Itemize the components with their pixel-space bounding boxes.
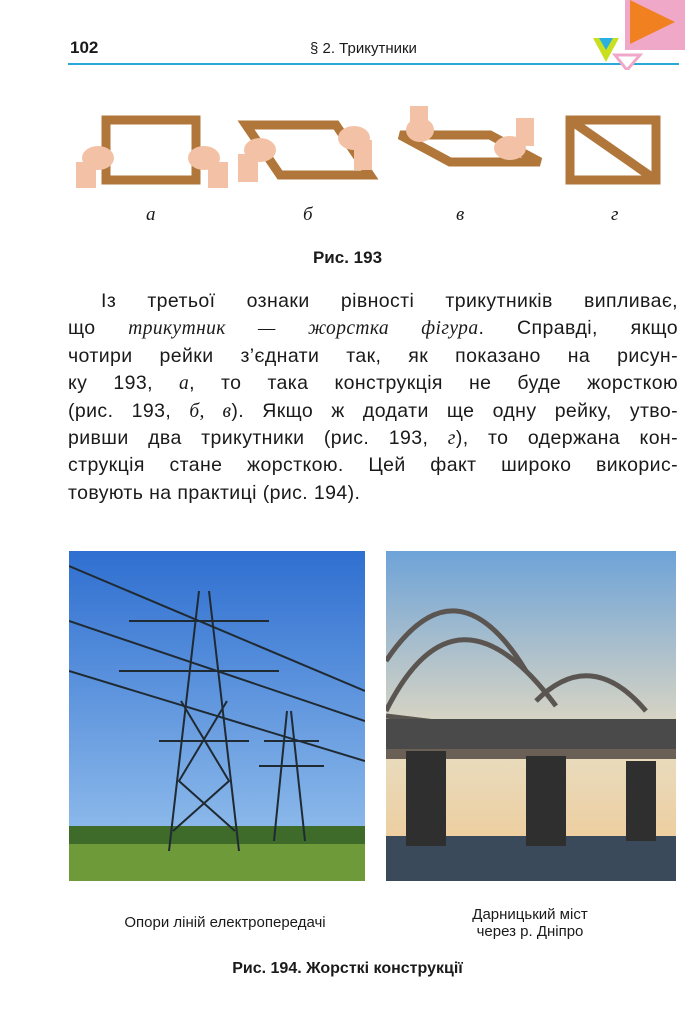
paragraph-line: ку 193, а, то така конструкція не буде жорсткою — [68, 372, 678, 395]
paragraph-line: товують на практиці (рис. 194). — [68, 481, 361, 504]
bridge-photo — [386, 551, 676, 881]
paragraph-line: що трикутник — жорстка фігура. Справді, якщо — [68, 317, 678, 340]
paragraph-line: чотири рейки з’єднати так, як показано на рисун- — [68, 344, 678, 367]
frame-b — [238, 125, 372, 182]
paragraph-line: (рис. 193, б, в). Якщо ж додати ще одну рейку, утво- — [68, 399, 678, 422]
bridge-caption — [420, 906, 640, 940]
frame-a — [76, 120, 228, 188]
paragraph-line: струкція стане жорсткою. Цей факт широко викорис- — [68, 454, 678, 477]
paragraph-line: ривши два трикутники (рис. 193, г), то одержана кон- — [68, 427, 678, 450]
power-tower-caption: Опори ліній електропередачі — [124, 914, 326, 931]
corner-triangles-decoration — [585, 0, 695, 70]
page-number: 102 — [70, 38, 99, 57]
figure-letter-a: а — [146, 204, 156, 225]
bridge-caption-line: через р. Дніпро — [476, 923, 584, 940]
figure-letter-b: б — [303, 204, 313, 225]
figure-193-caption: Рис. 193 — [312, 248, 383, 267]
body-paragraph — [68, 288, 678, 507]
section-title: § 2. Трикутники — [310, 40, 417, 57]
bridge-caption-line: Дарницький міст — [472, 906, 588, 923]
frame-g — [570, 120, 656, 180]
frame-v — [400, 106, 540, 162]
figure-194-caption: Рис. 194. Жорсткі конструкції — [232, 960, 463, 977]
figure-193-frames — [70, 100, 670, 200]
paragraph-line: Із третьої ознаки рівності трикутників випливає, — [101, 290, 678, 312]
power-tower-photo — [69, 551, 365, 881]
figure-letter-g: г — [611, 204, 619, 225]
figure-letter-v: в — [456, 204, 465, 225]
